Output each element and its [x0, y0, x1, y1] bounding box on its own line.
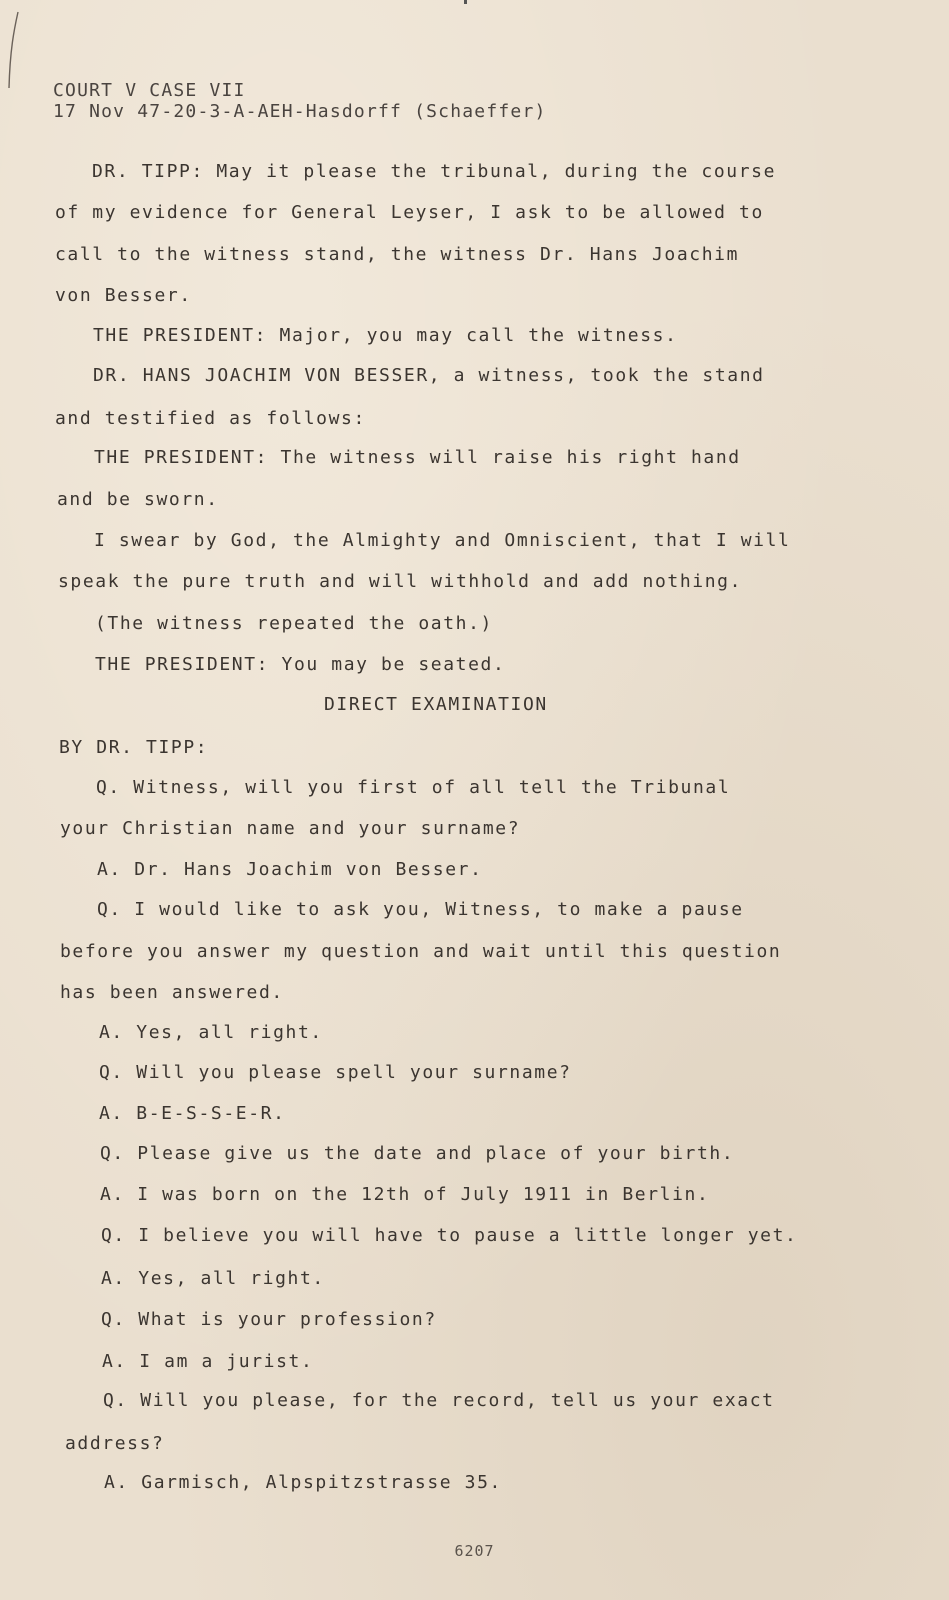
transcript-reference: 17 Nov 47-20-3-A-AEH-Hasdorff (Schaeffer): [53, 101, 547, 122]
question-line: Q. Will you please spell your surname?: [99, 1062, 572, 1083]
text-line: and be sworn.: [57, 489, 219, 510]
text-line: DR. TIPP: May it please the tribunal, during the course: [92, 161, 777, 182]
answer-line: A. Dr. Hans Joachim von Besser.: [97, 859, 483, 880]
answer-line: A. B-E-S-S-E-R.: [99, 1103, 286, 1124]
question-line: has been answered.: [60, 982, 284, 1003]
question-line: address?: [65, 1433, 165, 1454]
text-line: THE PRESIDENT: You may be seated.: [95, 654, 506, 675]
question-line: your Christian name and your surname?: [60, 818, 521, 839]
oath-text-line: I swear by God, the Almighty and Omniscient, that I will: [94, 530, 791, 551]
text-line: and testified as follows:: [55, 408, 366, 429]
question-line: before you answer my question and wait until this question: [60, 941, 782, 962]
answer-line: A. Yes, all right.: [99, 1022, 323, 1043]
section-heading: DIRECT EXAMINATION: [324, 694, 548, 715]
page-number: 6207: [454, 1542, 495, 1560]
text-line: of my evidence for General Leyser, I ask to be allowed to: [55, 202, 764, 223]
answer-line: A. I am a jurist.: [102, 1351, 314, 1372]
text-line: call to the witness stand, the witness Dr. Hans Joachim: [55, 244, 740, 265]
margin-crease-mark: [6, 10, 20, 90]
answer-line: A. Garmisch, Alpspitzstrasse 35.: [104, 1472, 502, 1493]
text-line: THE PRESIDENT: Major, you may call the witness.: [93, 325, 678, 346]
text-line: von Besser.: [55, 285, 192, 306]
answer-line: A. I was born on the 12th of July 1911 in Berlin.: [100, 1184, 710, 1205]
question-line: Q. Please give us the date and place of your birth.: [100, 1143, 735, 1164]
text-line: (The witness repeated the oath.): [95, 613, 493, 634]
text-line: THE PRESIDENT: The witness will raise his right hand: [94, 447, 741, 468]
answer-line: A. Yes, all right.: [101, 1268, 325, 1289]
question-line: Q. I would like to ask you, Witness, to make a pause: [97, 899, 744, 920]
case-header: COURT V CASE VII: [53, 80, 246, 101]
text-line: DR. HANS JOACHIM VON BESSER, a witness, took the stand: [93, 365, 765, 386]
question-line: Q. I believe you will have to pause a little longer yet.: [101, 1225, 798, 1246]
question-line: Q. What is your profession?: [101, 1309, 437, 1330]
oath-text-line: speak the pure truth and will withhold and add nothing.: [58, 571, 743, 592]
examiner-label: BY DR. TIPP:: [59, 737, 209, 758]
question-line: Q. Witness, will you first of all tell the Tribunal: [96, 777, 731, 798]
punch-mark: [464, 0, 467, 4]
question-line: Q. Will you please, for the record, tell us your exact: [103, 1390, 775, 1411]
